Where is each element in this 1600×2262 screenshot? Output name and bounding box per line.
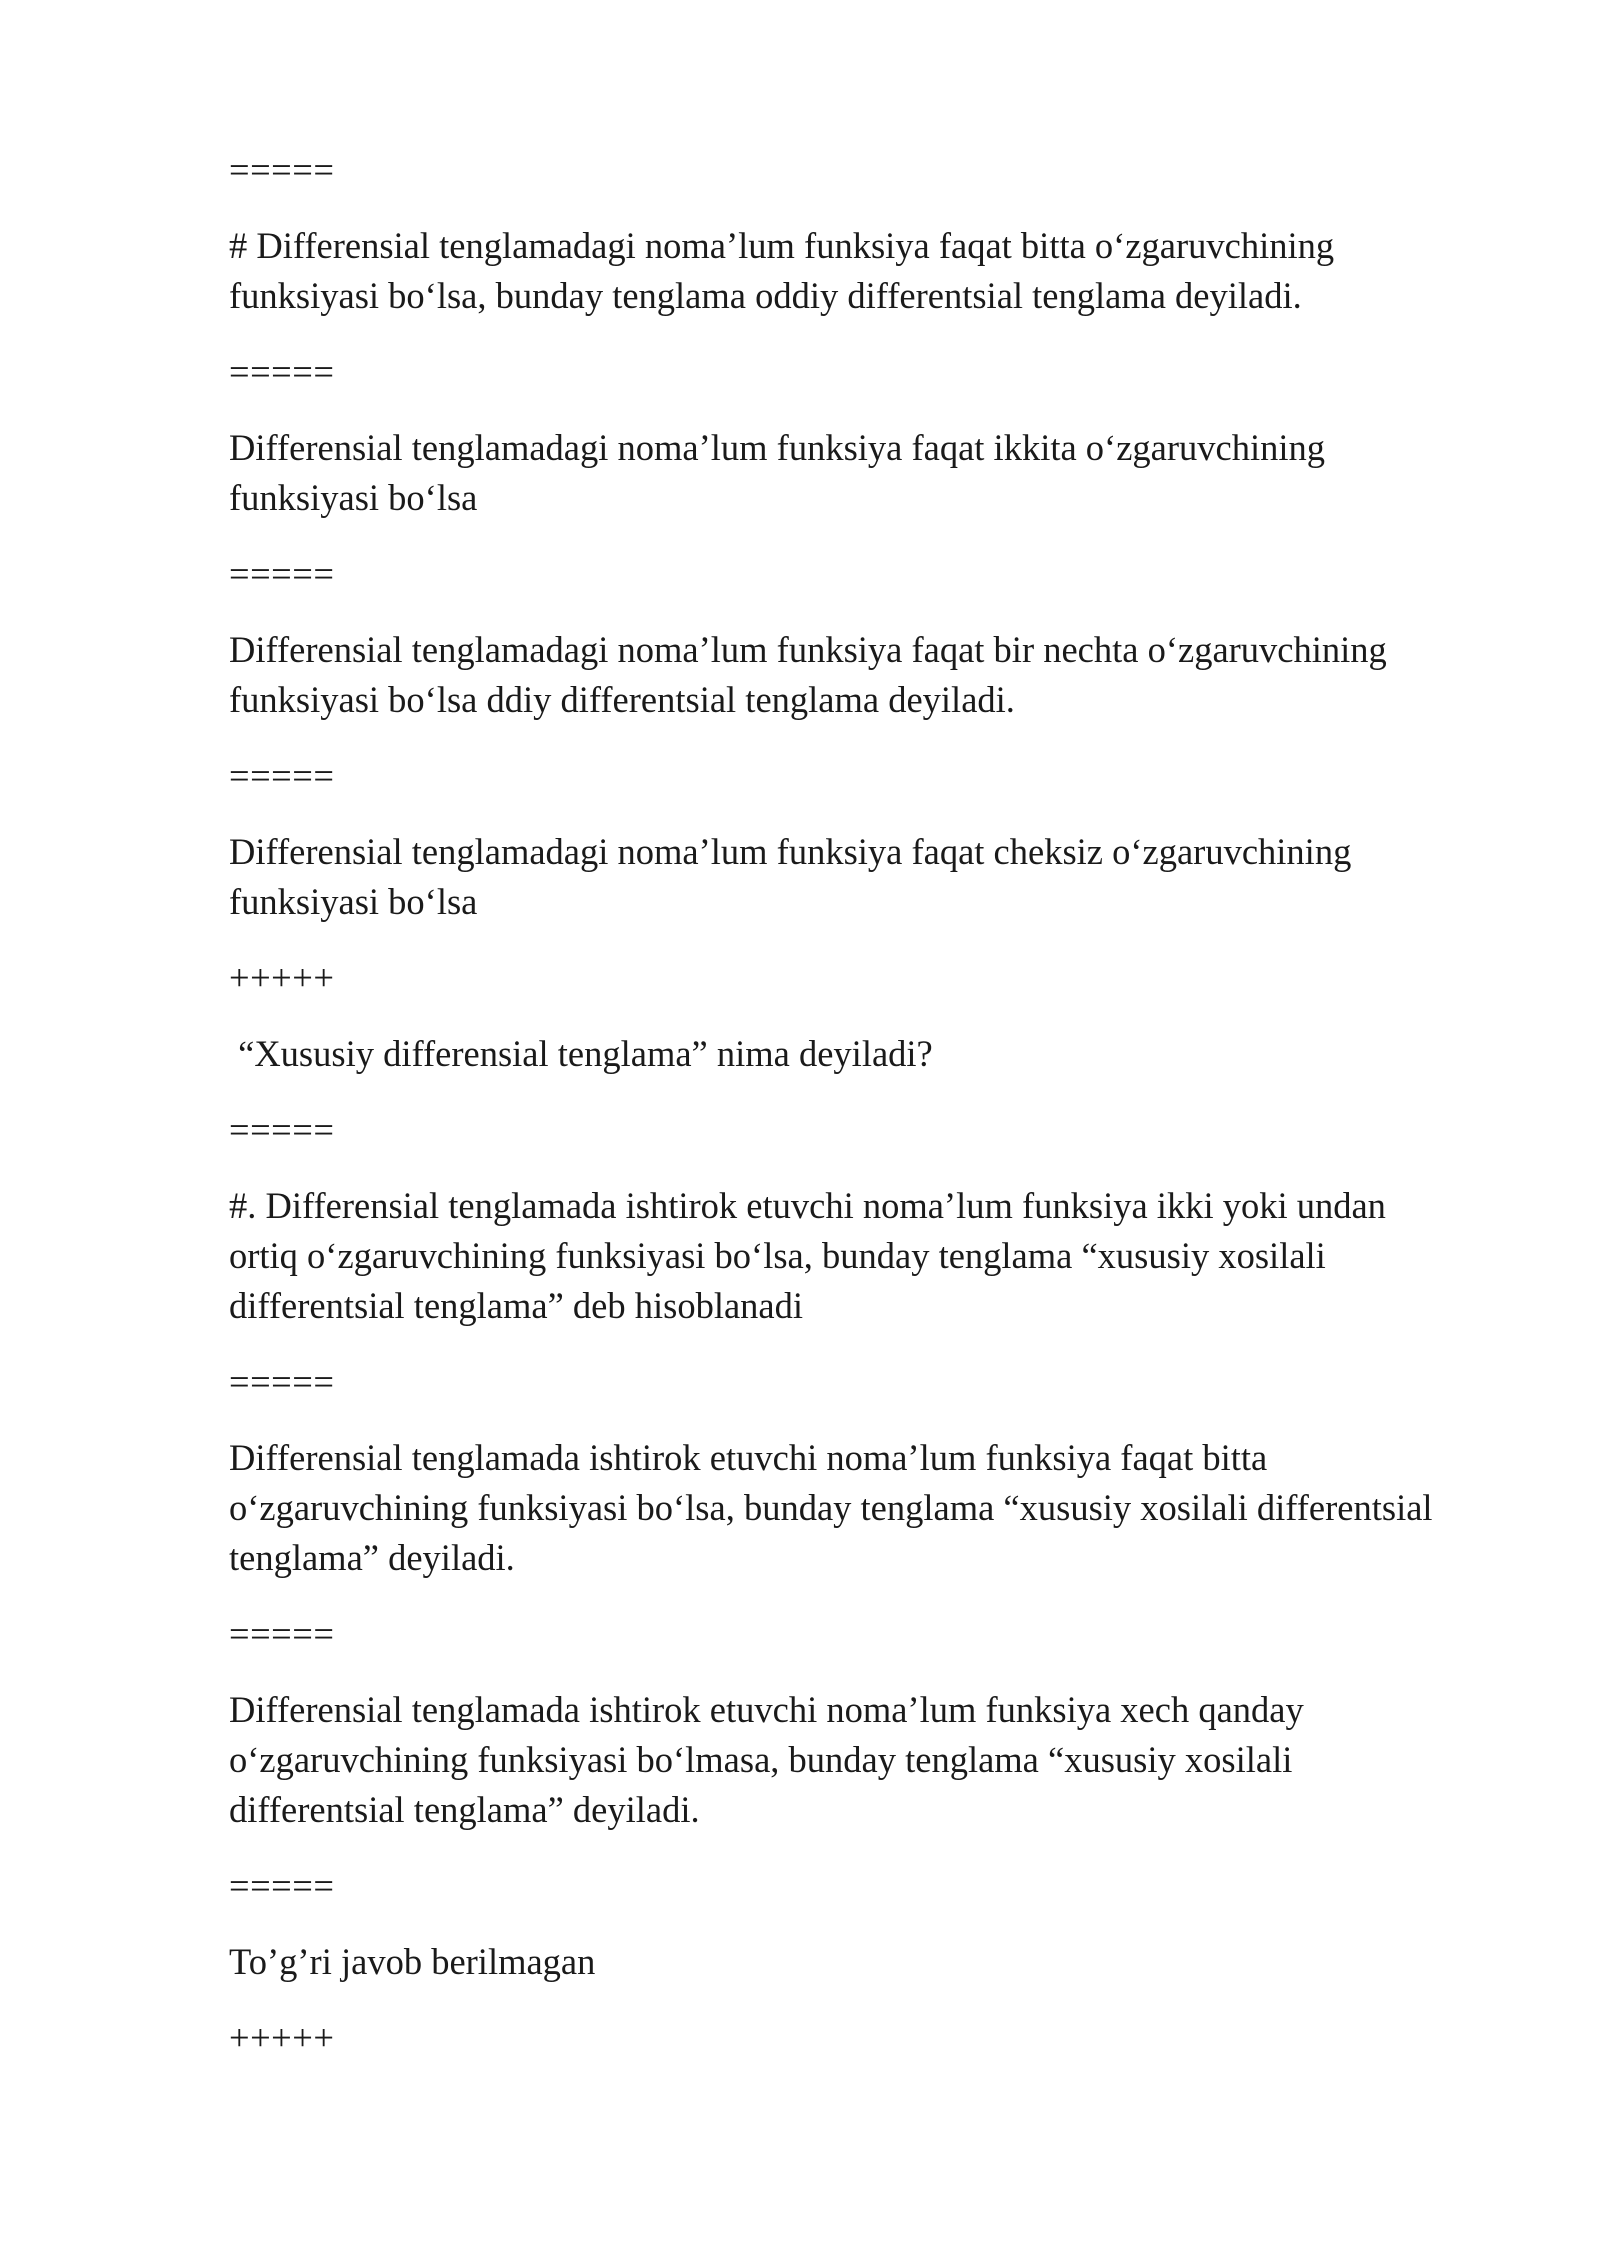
answer-option-correct: # Differensial tenglamadagi noma’lum funksiya faqat bitta o‘zgaruvchining funksiyasi bo‘lsa, bunday tenglama oddiy differentsial tenglama deyiladi. xyxy=(229,225,1335,316)
answer-option: Differensial tenglamadagi noma’lum funksiya faqat bir nechta o‘zgaruvchining funksiyasi bo‘lsa ddiy differentsial tenglama deyiladi. xyxy=(229,629,1387,720)
answer-option: Differensial tenglamada ishtirok etuvchi noma’lum funksiya xech qanday o‘zgaruvchining funksiyasi bo‘lmasa, bunday tenglama “xususiy xosilali differentsial tenglama” deyiladi. xyxy=(229,1689,1304,1830)
answer-option: To’g’ri javob berilmagan xyxy=(229,1941,596,1982)
answer-option: Differensial tenglamadagi noma’lum funksiya faqat cheksiz o‘zgaruvchining funksiyasi bo‘lsa xyxy=(229,831,1352,922)
document-content xyxy=(229,145,1479,2089)
option-separator: ===== xyxy=(229,351,335,392)
answer-option-correct: #. Differensial tenglamada ishtirok etuvchi noma’lum funksiya ikki yoki undan ortiq o‘zgaruvchining funksiyasi bo‘lsa, bunday tenglama “xususiy xosilali differentsial tenglama” deb hisoblanadi xyxy=(229,1185,1386,1326)
option-separator: ===== xyxy=(229,1361,335,1402)
option-separator: ===== xyxy=(229,149,335,190)
option-separator: ===== xyxy=(229,755,335,796)
answer-option: Differensial tenglamada ishtirok etuvchi noma’lum funksiya faqat bitta o‘zgaruvchining funksiyasi bo‘lsa, bunday tenglama “xususiy xosilali differentsial tenglama” deyiladi. xyxy=(229,1437,1433,1578)
answer-option: Differensial tenglamadagi noma’lum funksiya faqat ikkita o‘zgaruvchining funksiyasi bo‘lsa xyxy=(229,427,1325,518)
question-separator: +++++ xyxy=(229,2017,335,2058)
option-separator: ===== xyxy=(229,1865,335,1906)
question-separator: +++++ xyxy=(229,957,335,998)
option-separator: ===== xyxy=(229,1613,335,1654)
question-text: “Xususiy differensial tenglama” nima deyiladi? xyxy=(229,1033,933,1074)
option-separator: ===== xyxy=(229,553,335,594)
option-separator: ===== xyxy=(229,1109,335,1150)
